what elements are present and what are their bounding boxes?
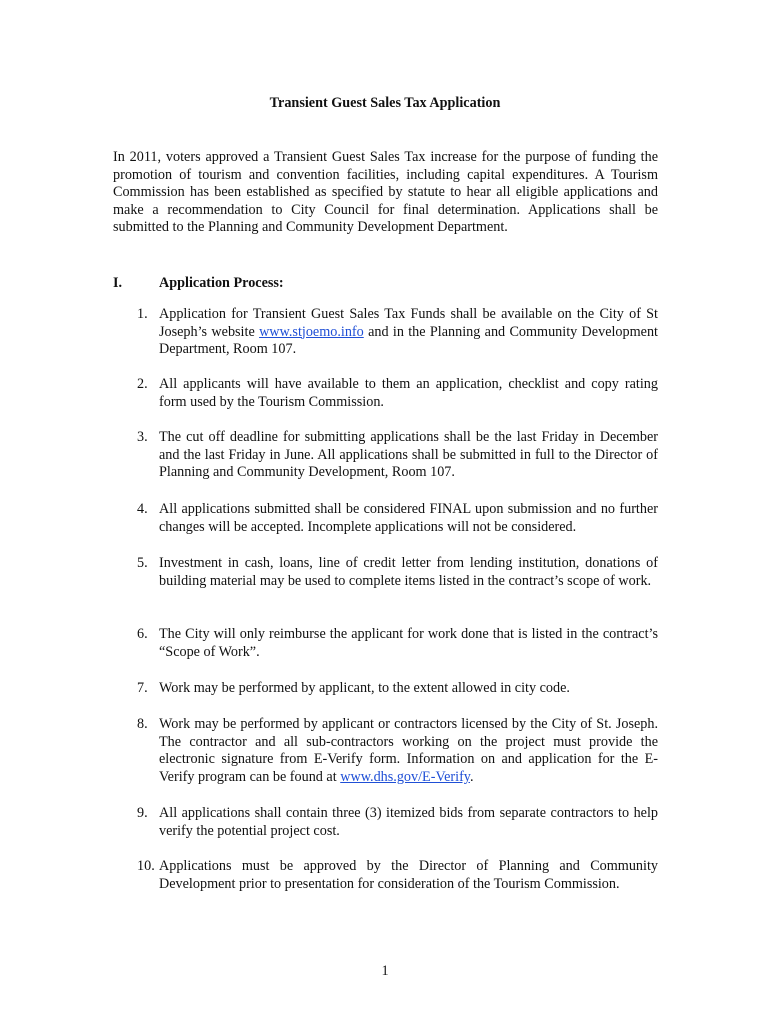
list-item-text — [159, 306, 658, 359]
list-item-number: 9. — [137, 805, 148, 821]
list-item-number: 1. — [137, 306, 148, 322]
list-item-number: 8. — [137, 716, 148, 732]
list-item-1 — [137, 306, 658, 359]
list-item-text: All applicants will have available to them an application, checklist and copy rating form used by the Tourism Commission. — [159, 376, 658, 410]
website-link[interactable]: www.stjoemo.info — [259, 323, 364, 340]
section-title: Application Process: — [159, 275, 284, 291]
list-item-text: All applications shall contain three (3) itemized bids from separate contractors to help verify the potential project cost. — [159, 805, 658, 839]
list-item-2 — [137, 376, 658, 411]
page-number: 1 — [381, 963, 389, 979]
list-item-9 — [137, 805, 658, 840]
list-item-text: Applications must be approved by the Director of Planning and Community Development prior to presentation for consideration of the Tourism Commission. — [159, 858, 658, 892]
list-item-number: 10. — [137, 858, 155, 874]
list-item-number: 2. — [137, 376, 148, 392]
list-item-number: 5. — [137, 555, 148, 571]
list-item-7 — [137, 680, 658, 698]
list-item-text: The cut off deadline for submitting applications shall be the last Friday in December and the last Friday in June. All applications shall be submitted in full to the Director of Planning and Community Development, Room 107. — [159, 429, 658, 481]
list-item-text-before: Application for Transient Guest Sales Tax Funds shall be available on the City of St Joseph’s website — [159, 306, 658, 340]
section-number: I. — [113, 275, 123, 291]
list-item-number: 3. — [137, 429, 148, 445]
list-item-4 — [137, 501, 658, 536]
list-item-number: 4. — [137, 501, 148, 517]
list-item-text: The City will only reimburse the applicant for work done that is listed in the contract’s “Scope of Work”. — [159, 626, 658, 660]
e-verify-link[interactable]: www.dhs.gov/E-Verify — [340, 768, 470, 785]
document-title: Transient Guest Sales Tax Application — [269, 95, 501, 111]
list-item-5 — [137, 555, 658, 590]
list-item-text-before: Work may be performed by applicant or contractors licensed by the City of St. Joseph. The contractor and all sub-contractors working on the project must provide the electronic signature from E-Verify form. Information on and application for the E-Verify program can be found at — [159, 716, 658, 785]
list-item-text — [159, 716, 658, 786]
list-item-text: Work may be performed by applicant, to the extent allowed in city code. — [159, 680, 570, 696]
list-item-10 — [137, 858, 658, 893]
intro-paragraph: In 2011, voters approved a Transient Guest Sales Tax increase for the purpose of funding the promotion of tourism and convention facilities, including capital expenditures. A Tourism Commission has been established as specified by statute to hear all eligible applications and make a recommendation to City Council for final determination. Applications shall be submitted to the Planning and Community Development Department. — [113, 149, 658, 236]
list-item-6 — [137, 626, 658, 661]
list-item-text-after: and in the Planning and Community Development Department, Room 107. — [159, 323, 658, 358]
list-item-8 — [137, 716, 658, 786]
list-item-number: 6. — [137, 626, 148, 642]
list-item-text: Investment in cash, loans, line of credit letter from lending institution, donations of building material may be used to complete items listed in the contract’s scope of work. — [159, 555, 658, 589]
list-item-text-after: . — [469, 768, 474, 785]
list-item-3 — [137, 429, 658, 482]
list-item-number: 7. — [137, 680, 148, 696]
list-item-text: All applications submitted shall be considered FINAL upon submission and no further changes will be accepted. Incomplete applications will not be considered. — [159, 501, 658, 535]
